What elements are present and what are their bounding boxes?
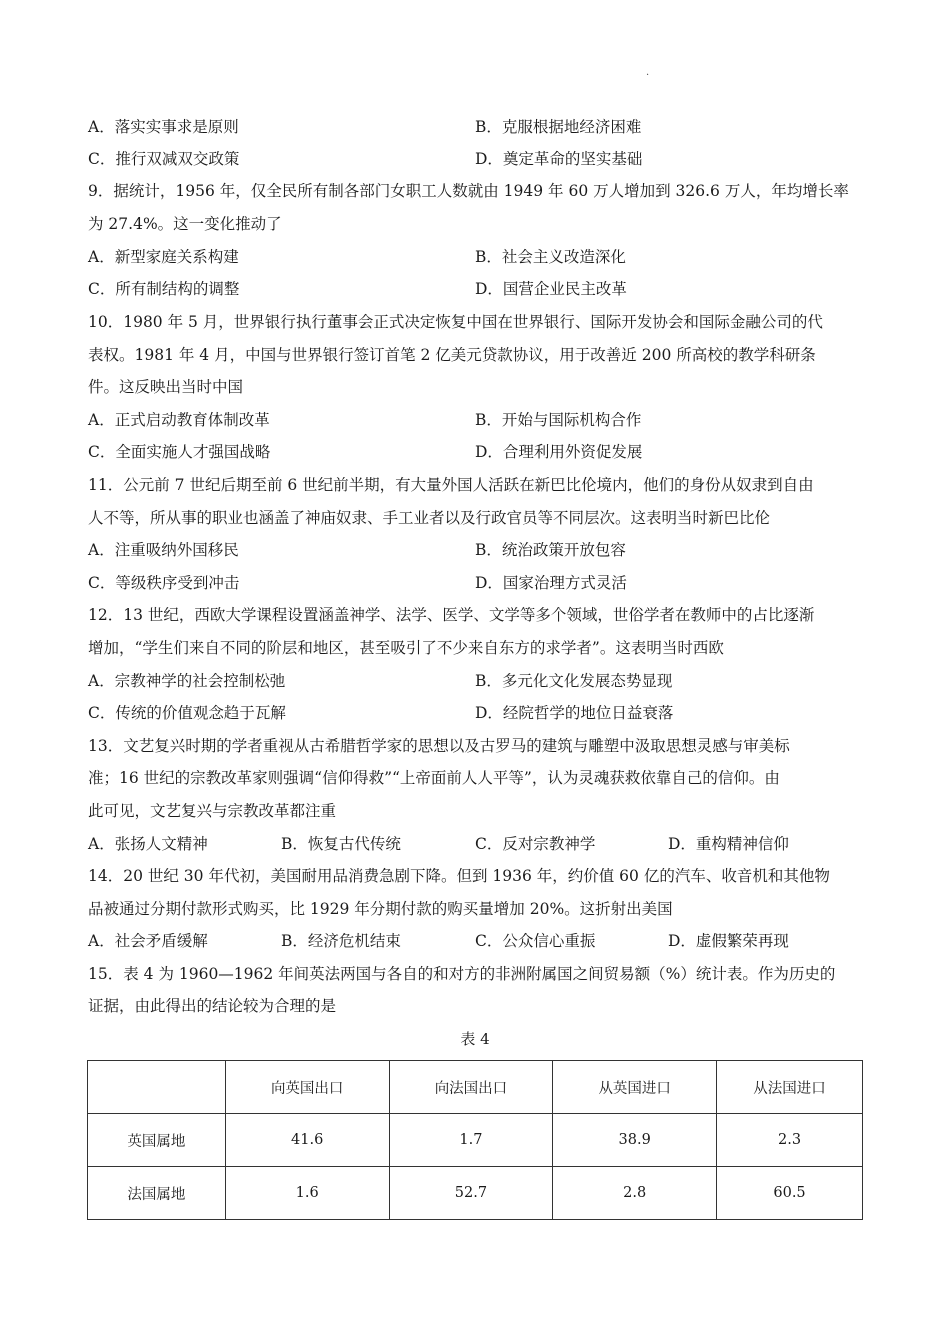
table-header-cell: 从英国进口 bbox=[553, 1061, 717, 1114]
table-row-label: 法国属地 bbox=[88, 1167, 226, 1220]
table-header-cell bbox=[88, 1061, 226, 1114]
q13-stem-line-3: 此可见，文艺复兴与宗教改革都注重 bbox=[88, 802, 337, 820]
q14-option-d: D．虚假繁荣再现 bbox=[668, 932, 789, 950]
q10-option-d: D．合理利用外资促发展 bbox=[475, 443, 643, 461]
q14-stem-line-2: 品被通过分期付款形式购买，比 1929 年分期付款的购买量增加 20%。这折射出美国 bbox=[88, 900, 673, 918]
q15-stem-line-1: 15．表 4 为 1960—1962 年间英法两国与各自的和对方的非洲附属国之间贸易额（%）统计表。作为历史的 bbox=[88, 965, 836, 983]
q10-stem-line-2: 表权。1981 年 4 月，中国与世界银行签订首笔 2 亿美元贷款协议，用于改善近 200 所高校的教学科研条 bbox=[88, 346, 816, 364]
page-dot: · bbox=[646, 70, 650, 81]
q12-stem-line-2: 增加，“学生们来自不同的阶层和地区，甚至吸引了不少来自东方的求学者”。这表明当时西欧 bbox=[88, 639, 724, 657]
q13-stem-line-1: 13．文艺复兴时期的学者重视从古希腊哲学家的思想以及古罗马的建筑与雕塑中汲取思想灵感与审美标 bbox=[88, 737, 790, 755]
table-row bbox=[88, 1167, 863, 1220]
q14-stem-line-1: 14．20 世纪 30 年代初，美国耐用品消费急剧下降。但到 1936 年，约价值 60 亿的汽车、收音机和其他物 bbox=[88, 867, 830, 885]
table-cell: 41.6 bbox=[225, 1114, 389, 1167]
table-cell: 1.6 bbox=[225, 1167, 389, 1220]
q13-stem-line-2: 准；16 世纪的宗教改革家则强调“信仰得救”“上帝面前人人平等”，认为灵魂获救依靠自己的信仰。由 bbox=[88, 769, 780, 787]
q10-option-a: A．正式启动教育体制改革 bbox=[88, 411, 270, 429]
q12-option-d: D．经院哲学的地位日益衰落 bbox=[475, 704, 674, 722]
q14-option-a: A．社会矛盾缓解 bbox=[88, 932, 208, 950]
q10-stem-line-1: 10．1980 年 5 月，世界银行执行董事会正式决定恢复中国在世界银行、国际开发协会和国际金融公司的代 bbox=[88, 313, 823, 331]
q10-option-b: B．开始与国际机构合作 bbox=[475, 411, 642, 429]
q12-option-b: B．多元化文化发展态势显现 bbox=[475, 672, 673, 690]
table-header-cell: 从法国进口 bbox=[717, 1061, 863, 1114]
q13-option-b: B．恢复古代传统 bbox=[281, 835, 401, 853]
q9-option-b: B．社会主义改造深化 bbox=[475, 248, 626, 266]
q13-option-d: D．重构精神信仰 bbox=[668, 835, 789, 853]
table-cell: 52.7 bbox=[389, 1167, 553, 1220]
q8-option-b: B．克服根据地经济困难 bbox=[475, 118, 642, 136]
table-cell: 60.5 bbox=[717, 1167, 863, 1220]
q11-option-a: A．注重吸纳外国移民 bbox=[88, 541, 239, 559]
table-cell: 1.7 bbox=[389, 1114, 553, 1167]
table-cell: 2.8 bbox=[553, 1167, 717, 1220]
q8-option-a: A．落实实事求是原则 bbox=[88, 118, 239, 136]
table-cell: 2.3 bbox=[717, 1114, 863, 1167]
q11-option-d: D．国家治理方式灵活 bbox=[475, 574, 627, 592]
q8-option-c: C．推行双减双交政策 bbox=[88, 150, 240, 168]
table-caption: 表 4 bbox=[460, 1030, 490, 1048]
table-header-row bbox=[88, 1061, 863, 1114]
q15-stem-line-2: 证据，由此得出的结论较为合理的是 bbox=[88, 997, 337, 1015]
q11-option-c: C．等级秩序受到冲击 bbox=[88, 574, 240, 592]
q9-option-a: A．新型家庭关系构建 bbox=[88, 248, 239, 266]
table-row bbox=[88, 1114, 863, 1167]
q9-stem-line-1: 9．据统计，1956 年，仅全民所有制各部门女职工人数就由 1949 年 60 万人增加到 326.6 万人，年均增长率 bbox=[88, 182, 849, 200]
q9-option-d: D．国营企业民主改革 bbox=[475, 280, 627, 298]
q11-option-b: B．统治政策开放包容 bbox=[475, 541, 626, 559]
q11-stem-line-2: 人不等，所从事的职业也涵盖了神庙奴隶、手工业者以及行政官员等不同层次。这表明当时新巴比伦 bbox=[88, 509, 771, 527]
trade-table bbox=[87, 1060, 863, 1220]
q10-option-c: C．全面实施人才强国战略 bbox=[88, 443, 271, 461]
q13-option-c: C．反对宗教神学 bbox=[475, 835, 596, 853]
table-row-label: 英国属地 bbox=[88, 1114, 226, 1167]
q12-option-c: C．传统的价值观念趋于瓦解 bbox=[88, 704, 286, 722]
q12-option-a: A．宗教神学的社会控制松弛 bbox=[88, 672, 286, 690]
q11-stem-line-1: 11．公元前 7 世纪后期至前 6 世纪前半期，有大量外国人活跃在新巴比伦境内，他们的身份从奴隶到自由 bbox=[88, 476, 814, 494]
q12-stem-line-1: 12．13 世纪，西欧大学课程设置涵盖神学、法学、医学、文学等多个领域，世俗学者在教师中的占比逐渐 bbox=[88, 606, 815, 624]
q13-option-a: A．张扬人文精神 bbox=[88, 835, 208, 853]
q9-option-c: C．所有制结构的调整 bbox=[88, 280, 240, 298]
table-header-cell: 向法国出口 bbox=[389, 1061, 553, 1114]
q10-stem-line-3: 件。这反映出当时中国 bbox=[88, 378, 244, 396]
q9-stem-line-2: 为 27.4%。这一变化推动了 bbox=[88, 215, 282, 233]
table-cell: 38.9 bbox=[553, 1114, 717, 1167]
table-header-cell: 向英国出口 bbox=[225, 1061, 389, 1114]
q14-option-b: B．经济危机结束 bbox=[281, 932, 401, 950]
q8-option-d: D．奠定革命的坚实基础 bbox=[475, 150, 643, 168]
q14-option-c: C．公众信心重振 bbox=[475, 932, 596, 950]
